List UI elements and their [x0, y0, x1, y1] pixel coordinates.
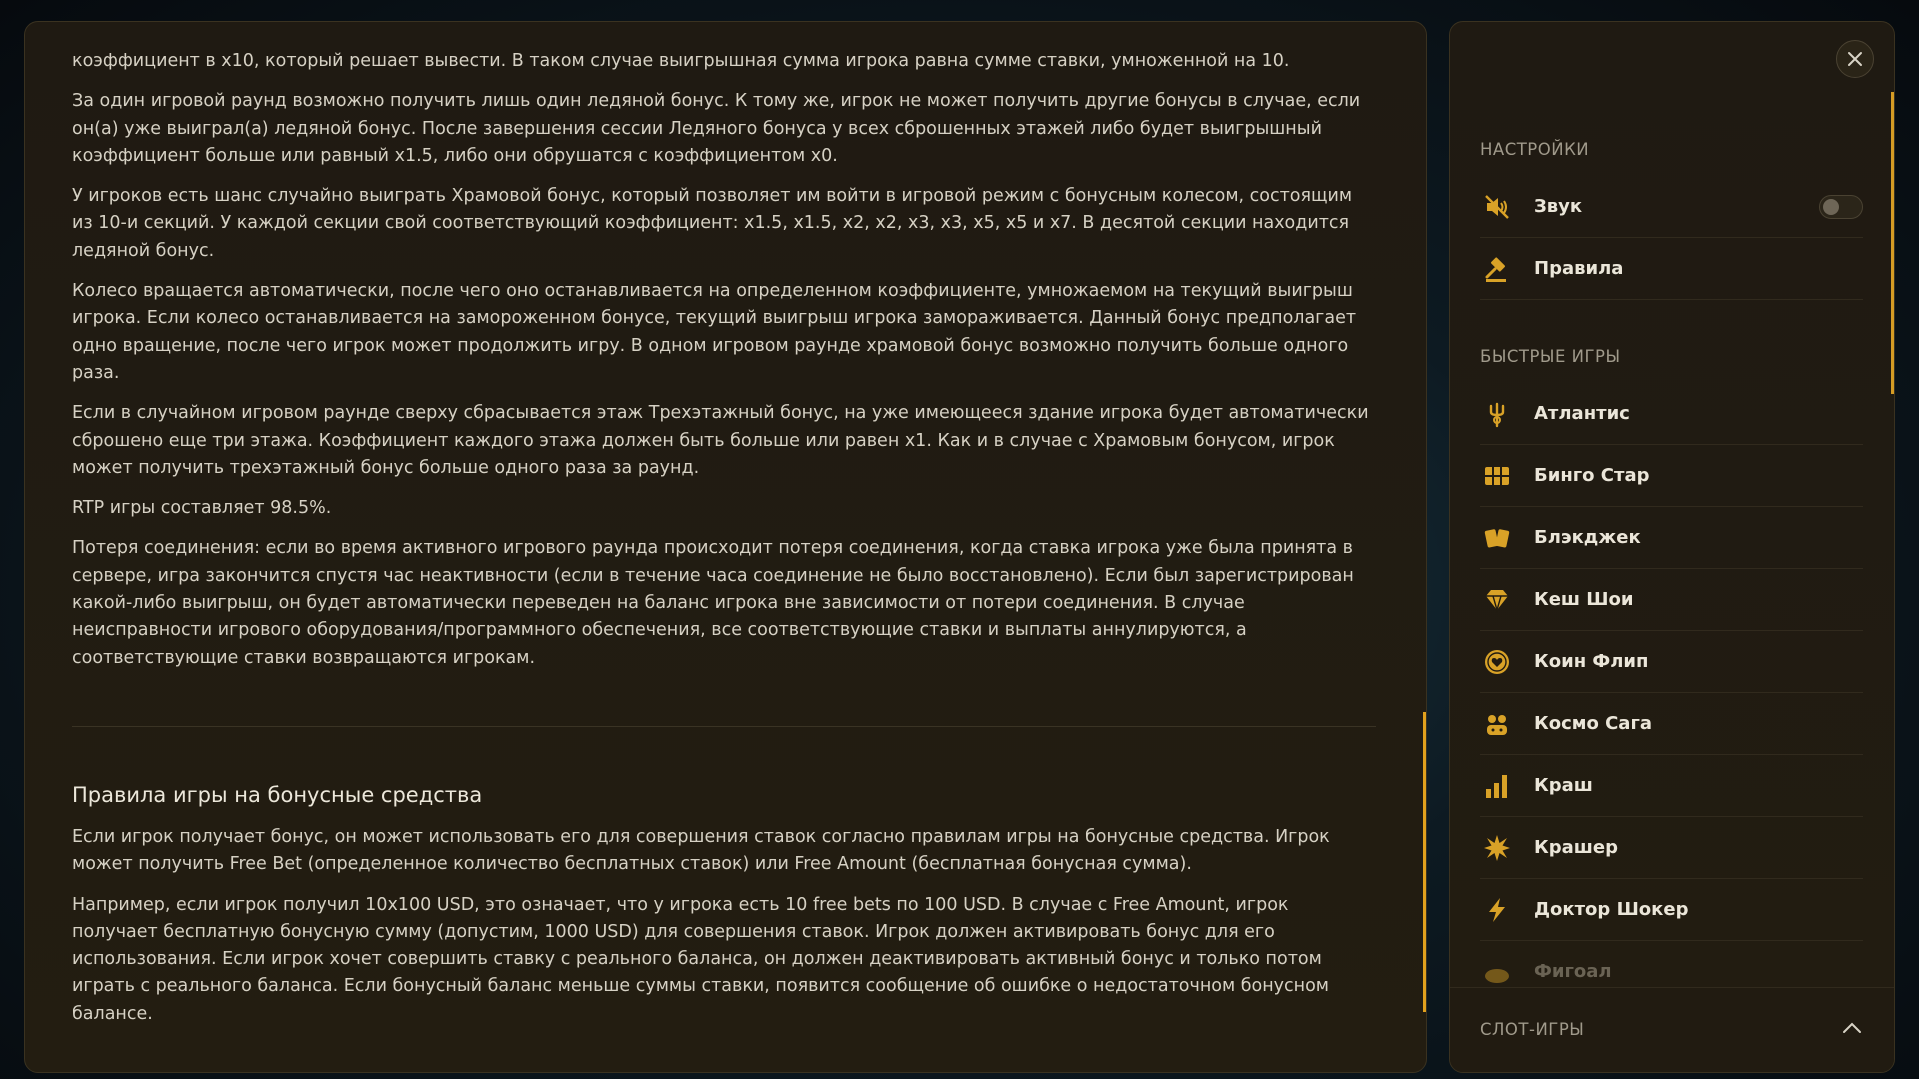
coin-heart-icon: [1482, 647, 1512, 677]
bonus-rules-heading: Правила игры на бонусные средства: [72, 782, 483, 807]
rules-paragraph: Если игрок получает бонус, он может использовать его для совершения ставок согласно правилам игры на бонусные средства. Игрок может получить Free Bet (определенное количество бесплатных ставок) или Free Amount (бесплатная бонусная сумма).: [72, 826, 1330, 875]
game-item-cash-show[interactable]: [1480, 569, 1863, 631]
section-divider: [72, 726, 1376, 727]
rules-paragraph: Например, если игрок получил 10x100 USD, это означает, что у игрока есть 10 free bets по 100 USD. В случае с Free Amount, игрок получает бесплатную бонусную сумму (допустим, 1000 USD) для совершения ставок. Игрок должен активировать бонус для его использования. Если игрок хочет совершить ставку с реального баланса, он должен деактивировать активный бонус и только потом играть с реального баланса. Если бонусный баланс меньше суммы ставки, появится сообщение об ошибке о недостаточном бонусном балансе.: [72, 894, 1330, 1024]
game-item-bingo-star[interactable]: [1480, 445, 1863, 507]
game-label: Блэкджек: [1534, 527, 1641, 548]
ball-icon: [1482, 957, 1512, 987]
settings-title: НАСТРОЙКИ: [1480, 140, 1590, 159]
chevron-up-icon[interactable]: [1842, 1022, 1862, 1034]
explosion-icon: [1482, 833, 1512, 863]
rules-paragraph: Колесо вращается автоматически, после чего оно останавливается на определенном коэффициенте, умножаемом на текущий выигрыш игрока. Если колесо останавливается на замороженном бонусе, текущий выигрыш игрока замораживается. Данный бонус предполагает одно вращение, после чего игрок может продолжить игру. В одном игровом раунде храмовой бонус возможно получить больше одного раза.: [72, 281, 1357, 383]
rules-panel: [24, 21, 1427, 1073]
sound-off-icon: [1482, 192, 1512, 222]
game-label: Краш: [1534, 775, 1593, 796]
trident-icon: [1482, 399, 1512, 429]
game-item-crasher[interactable]: [1480, 817, 1863, 879]
bingo-grid-icon: [1482, 461, 1512, 491]
rules-scrollbar[interactable]: [1423, 712, 1426, 1012]
rules-paragraph: Потеря соединения: если во время активного игрового раунда происходит потеря соединения, когда ставка игрока уже была принята в сервере, игра закончится спустя час неактивности (если в течение часа соединение не было восстановлено). Если был зарегистрирован какой-либо выигрыш, он будет автоматически переведен на баланс игрока вне зависимости от потери соединения. В случае неисправности игрового оборудования/программного обеспечения, все соответствующие ставки и выплаты аннулируются, а соответствующие ставки возвращаются игрокам.: [72, 538, 1354, 668]
game-label: Кеш Шои: [1534, 589, 1634, 610]
toggle-knob: [1823, 199, 1839, 215]
side-menu: [1449, 21, 1895, 1073]
lightning-icon: [1482, 895, 1512, 925]
game-item-crash[interactable]: [1480, 755, 1863, 817]
aliens-icon: [1482, 709, 1512, 739]
bar-chart-icon: [1482, 771, 1512, 801]
game-item-blackjack[interactable]: [1480, 507, 1863, 569]
game-label: Доктор Шокер: [1534, 899, 1689, 920]
rules-setting[interactable]: [1480, 238, 1863, 300]
game-label: Фигоал: [1534, 961, 1612, 982]
rules-content: [72, 22, 1376, 1041]
rules-paragraph: Если в случайном игровом раунде сверху сбрасывается этаж Трехэтажный бонус, на уже имеющееся здание игрока будет автоматически сброшено еще три этажа. Коэффициент каждого этажа должен быть больше или равен x1. Как и в случае с Храмовым бонусом, игрок может получить трехэтажный бонус больше одного раза за раунд.: [72, 403, 1369, 478]
rules-paragraph: У игроков есть шанс случайно выиграть Храмовой бонус, который позволяет им войти в игровой режим с бонусным колесом, состоящим из 10-и секций. У каждой секции свой соответствующий коэффициент: x1.5, x1.5, x2, x2, x3, x3, x5, x5 и x7. В десятой секции находится ледяной бонус.: [72, 186, 1353, 261]
game-label: Космо Сага: [1534, 713, 1653, 734]
game-label: Коин Флип: [1534, 651, 1649, 672]
diamond-icon: [1482, 585, 1512, 615]
rules-paragraph: коэффициент в x10, который решает вывести. В таком случае выигрышная сумма игрока равна сумме ставки, умноженной на 10.: [72, 51, 1290, 71]
rules-label: Правила: [1534, 258, 1624, 279]
game-item-coin-flip[interactable]: [1480, 631, 1863, 693]
side-scrollbar[interactable]: [1891, 92, 1894, 394]
quick-games-title: БЫСТРЫЕ ИГРЫ: [1480, 347, 1621, 366]
cards-icon: [1482, 523, 1512, 553]
sound-toggle[interactable]: [1819, 195, 1863, 219]
gavel-icon: [1482, 254, 1512, 284]
slot-games-section[interactable]: [1450, 987, 1894, 1072]
game-label: Атлантис: [1534, 403, 1630, 424]
game-item-doctor-shocker[interactable]: [1480, 879, 1863, 941]
game-item-cosmo-saga[interactable]: [1480, 693, 1863, 755]
close-button[interactable]: [1836, 40, 1874, 78]
game-label: Крашер: [1534, 837, 1618, 858]
close-icon: [1847, 51, 1863, 67]
slot-games-title: СЛОТ-ИГРЫ: [1480, 1020, 1585, 1039]
game-item-atlantis[interactable]: [1480, 383, 1863, 445]
rules-paragraph: RTP игры составляет 98.5%.: [72, 498, 332, 519]
sound-label: Звук: [1534, 196, 1583, 217]
game-label: Бинго Стар: [1534, 465, 1650, 486]
sound-setting[interactable]: [1480, 176, 1863, 238]
rules-paragraph: За один игровой раунд возможно получить лишь один ледяной бонус. К тому же, игрок не может получить другие бонусы в случае, если он(а) уже выиграл(а) ледяной бонус. После завершения сессии Ледяного бонуса у всех сброшенных этажей либо будет выигрышный коэффициент больше или равный x1.5, либо они обрушатся с коэффициентом x0.: [72, 91, 1361, 166]
